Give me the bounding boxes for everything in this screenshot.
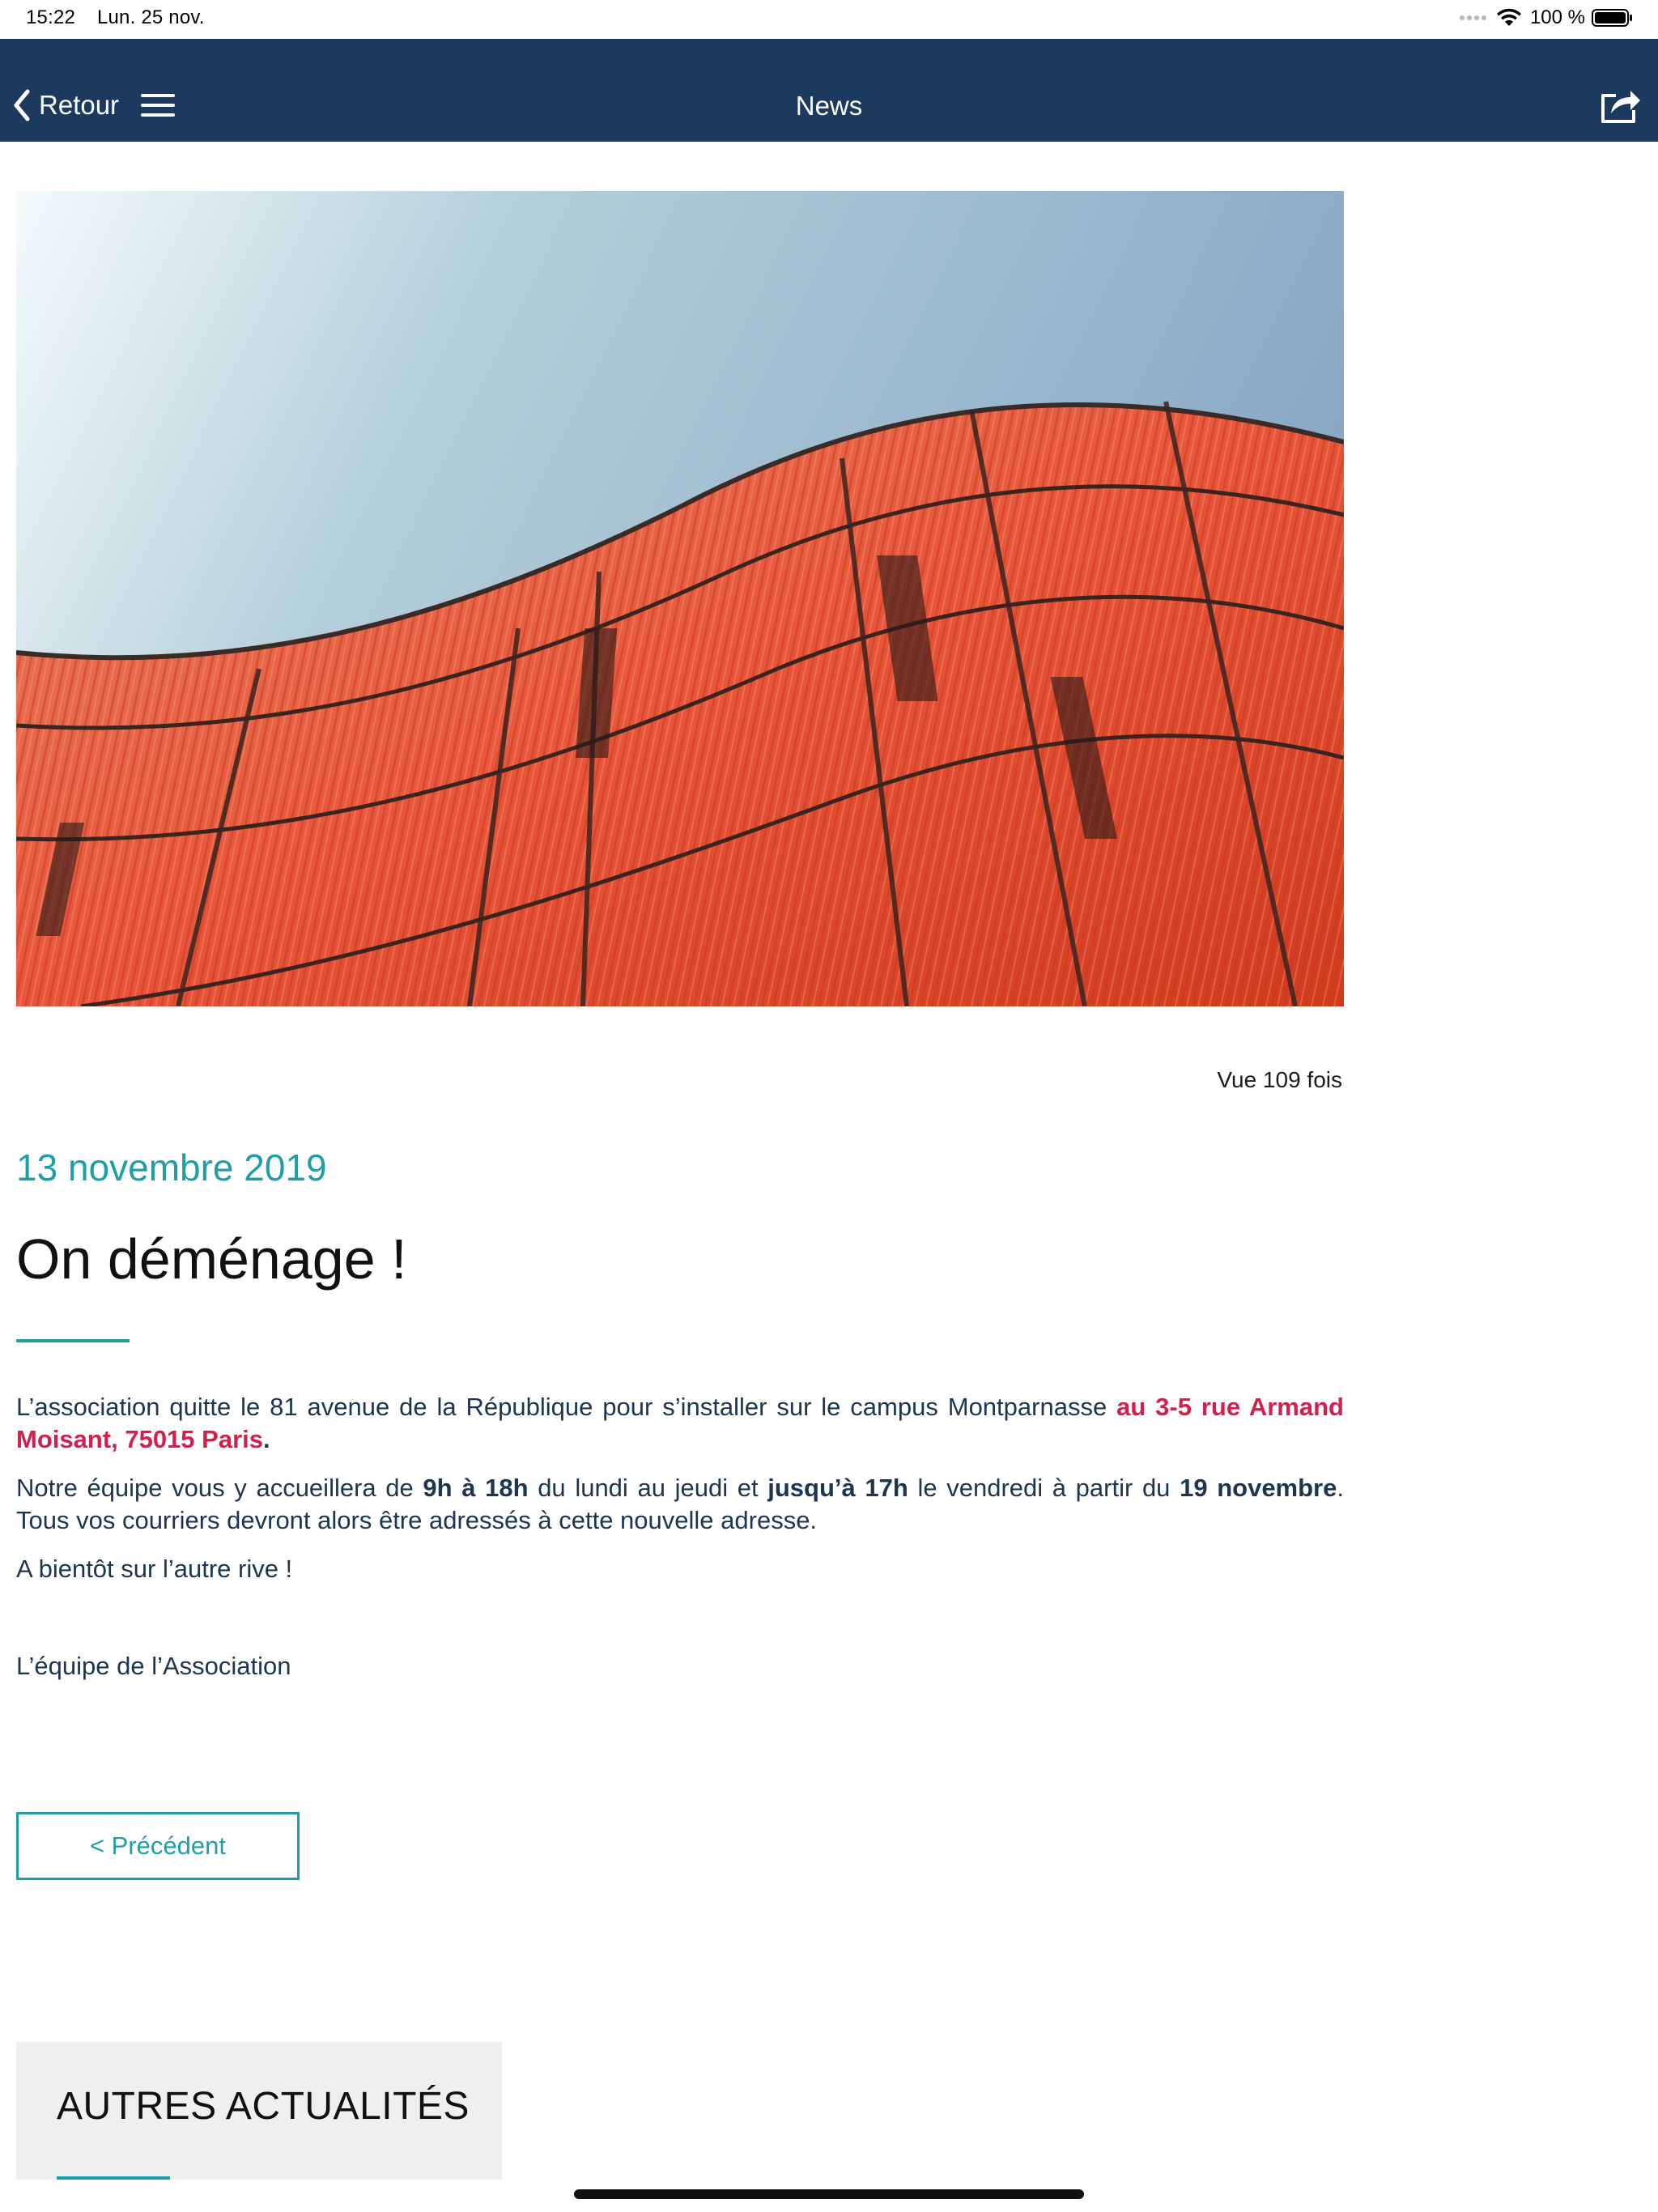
building-facade-photo (16, 191, 1344, 1006)
view-count: Vue 109 fois (1217, 1067, 1342, 1092)
start-date: 19 novembre (1180, 1474, 1337, 1502)
status-time: 15:22 (26, 6, 76, 28)
other-news-section (16, 2042, 502, 2180)
signal-icon (1460, 15, 1486, 20)
article-paragraph (16, 1391, 1344, 1456)
status-date: Lun. 25 nov. (96, 6, 205, 28)
home-indicator[interactable] (574, 2189, 1084, 2199)
title-divider (16, 1339, 130, 1342)
new-address: au 3-5 rue Armand Moisant, 75015 Paris (16, 1393, 1344, 1453)
battery-icon (1592, 8, 1634, 28)
paragraph-text: Notre équipe vous y accueillera de (16, 1474, 423, 1502)
share-icon[interactable] (1600, 86, 1642, 125)
previous-button[interactable]: < Précédent (16, 1812, 300, 1880)
article-date: 13 novembre 2019 (16, 1146, 327, 1189)
wifi-icon (1496, 8, 1522, 28)
battery-percent: 100 % (1529, 6, 1585, 28)
article-paragraph (16, 1472, 1344, 1537)
paragraph-text: . Tous vos courriers devront alors être adressés à cette nouvelle adresse. (16, 1474, 1344, 1534)
paragraph-text: le vendredi à partir du (908, 1474, 1180, 1502)
navigation-bar (0, 39, 1658, 142)
other-news-title: AUTRES ACTUALITÉS (57, 2085, 470, 2128)
article-title: On déménage ! (16, 1227, 407, 1291)
back-label: Retour (39, 90, 120, 120)
status-right (1460, 6, 1634, 29)
article-body (16, 1391, 1344, 1699)
friday-hours: jusqu’à 17h (767, 1474, 908, 1502)
hero-image (16, 191, 1344, 1006)
opening-hours: 9h à 18h (423, 1474, 529, 1502)
status-left (26, 6, 205, 29)
article-paragraph: A bientôt sur l’autre rive ! (16, 1555, 293, 1583)
paragraph-text: . (263, 1425, 270, 1453)
status-bar (0, 0, 1658, 39)
paragraph-text: du lundi au jeudi et (528, 1474, 768, 1502)
article-signature: L’équipe de l’Association (16, 1652, 291, 1680)
paragraph-text: L’association quitte le 81 avenue de la République pour s’installer sur le campus Montparnasse (16, 1393, 1117, 1421)
other-news-divider (57, 2176, 170, 2180)
page-title: News (795, 91, 863, 121)
